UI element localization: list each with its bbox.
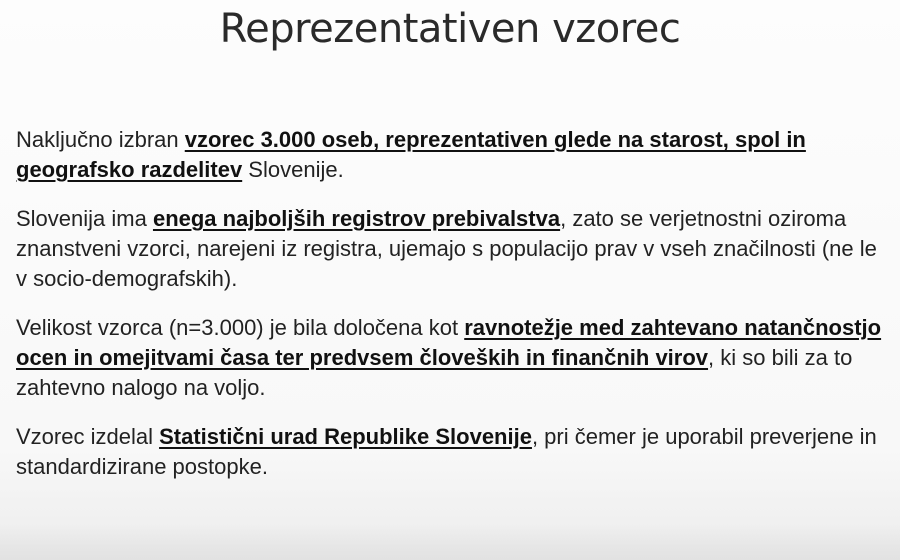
bottom-shadow — [0, 524, 900, 560]
paragraph-text: Velikost vzorca (n=3.000) je bila določena kot — [16, 315, 465, 340]
emphasis-text: ravnotežje med zahtevano natančnostjo ocen in omejitvami časa ter predvsem človeških in finančnih virov — [16, 315, 882, 370]
emphasis-text: vzorec 3.000 oseb, reprezentativen glede na starost, spol in geografsko razdelitev — [16, 127, 806, 182]
paragraph-text: Slovenija ima — [16, 206, 153, 231]
paragraph-text: Slovenije. — [242, 157, 344, 182]
paragraph-text: Vzorec izdelal — [16, 424, 160, 449]
paragraph-text: Naključno izbran — [16, 127, 185, 152]
emphasis-text: Statistični urad Republike Slovenije — [159, 424, 532, 449]
slide-body — [16, 125, 884, 501]
paragraph-sample-selection — [16, 125, 884, 185]
paragraph-text: , ki so bili za to zahtevno nalogo na voljo. — [16, 345, 853, 400]
paragraph-population-register — [16, 204, 884, 294]
emphasis-text: enega najboljših registrov prebivalstva — [152, 206, 561, 231]
slide-title: Reprezentativen vzorec — [219, 6, 681, 52]
paragraph-sample-producer — [16, 422, 884, 482]
paragraph-text: , zato se verjetnostni oziroma znanstveni vzorci, narejeni iz registra, ujemajo s populacijo prav v vseh značilnosti (ne le v socio-demografskih). — [16, 206, 877, 291]
paragraph-text: , pri čemer je uporabil preverjene in standardizirane postopke. — [16, 424, 877, 479]
paragraph-sample-size — [16, 313, 884, 403]
